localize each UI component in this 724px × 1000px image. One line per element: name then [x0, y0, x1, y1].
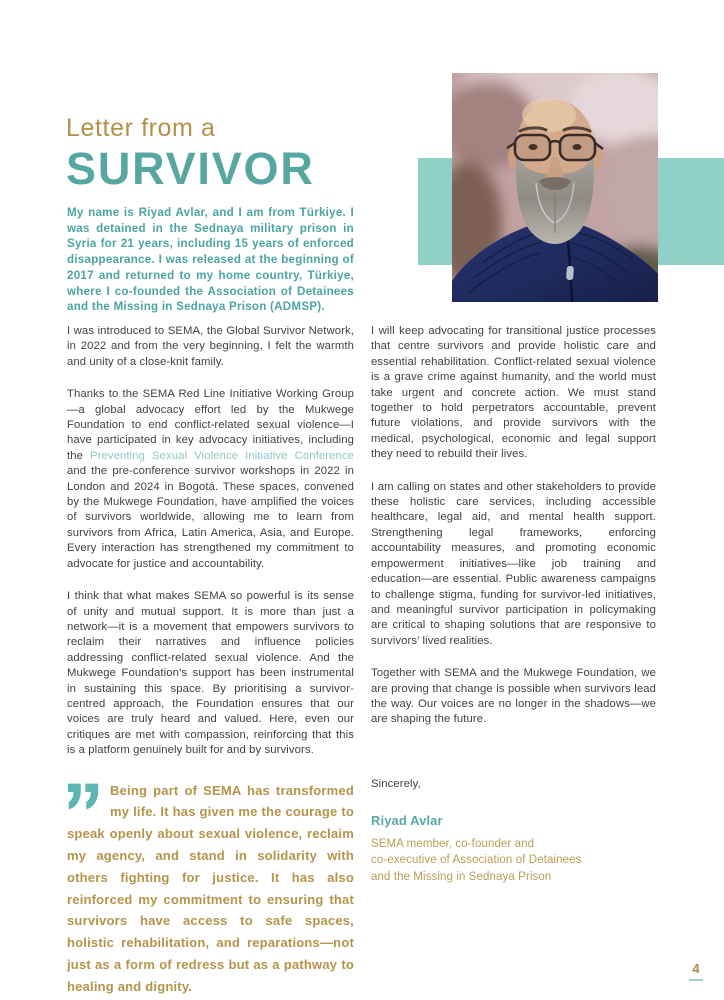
pull-quote-text: Being part of SEMA has transformed my life. It has given me the courage to speak openly about sexual violence, reclaim my agency, and stand in solidarity with others fighting for justice. It has also reinforced my commitment to ensuring that survivors have access to safe spaces, holistic rehabilitation, and reparations—not just as a form of redress but as a pathway to healing and dignity.	[67, 782, 354, 994]
body-paragraph: Together with SEMA and the Mukwege Foundation, we are proving that change is possible when survivors lead the way. Our voices are no longer in the shadows—we are shaping the future.	[371, 667, 656, 726]
signature-block	[371, 813, 656, 885]
page-number-value: 4	[692, 961, 700, 976]
body-paragraph: I think that what makes SEMA so powerful is its sense of unity and mutual support. It is more than just a network—it is a movement that empowers survivors to reclaim their narratives and influence policies addressing conflict-related sexual violence. And the Mukwege Foundation’s support has been instrumental in sustaining this space. By prioritising a survivor-centred approach, the Foundation ensures that our voices are truly heard and valued. Here, even our critiques are met with compassion, reinforcing that this is a platform genuinely built for and by survivors.	[67, 590, 354, 757]
intro-paragraph: My name is Riyad Avlar, and I am from Türkiye. I was detained in the Sednaya military prison in Syria for 21 years, including 15 years of enforced disappearance. I was released at the beginning of 2017 and returned to my home country, Türkiye, where I co-founded the Association of Detainees and the Missing in Sednaya Prison (ADMSP).	[67, 206, 354, 314]
page-header	[66, 114, 315, 194]
signature-role-line: SEMA member, co-founder and	[371, 837, 535, 850]
left-column	[67, 324, 354, 998]
paragraph-text: and the pre-conference survivor workshops in 2022 in London and 2024 in Bogotá. These spaces, convened by the Mukwege Foundation, have amplified the voices of survivors worldwide, allowing me to learn from survivors from Africa, Latin America, Asia, and Europe. Every interaction has strengthened my commitment to advocate for justice and accountability.	[67, 465, 354, 570]
title-eyebrow: Letter from a	[66, 114, 216, 142]
portrait-photo	[452, 73, 658, 302]
body-paragraph: I am calling on states and other stakeholders to provide these holistic care services, including accessible healthcare, legal aid, and mental health support. Strengthening legal frameworks, enforcing accountability measures, and promoting economic empowerment initiatives—like job training and education—are essential. Public awareness campaigns to challenge stigma, funding for survivor-led initiatives, and meaningful survivor participation in policymaking are critical to shaping solutions that are responsive to survivors’ lived realities.	[371, 480, 656, 647]
paragraph-text: Thanks to the SEMA Red Line Initiative Working Group—a global advocacy effort led by the Mukwege Foundation to end conflict-related sexual violence—I have participated in key advocacy initiatives, including the	[67, 388, 354, 462]
pull-quote	[67, 780, 354, 998]
psvi-conference-link[interactable]: Preventing Sexual Violence Initiative Conference	[90, 449, 354, 462]
closing-salutation: Sincerely,	[371, 777, 421, 790]
quotation-marks-icon	[67, 780, 103, 820]
body-paragraph	[67, 387, 354, 572]
signature-role-line: co-executive of Association of Detainees	[371, 854, 582, 867]
page-number	[687, 961, 705, 981]
body-paragraph: I will keep advocating for transitional justice processes that centre survivors and provide holistic care and essential rehabilitation. Conflict-related sexual violence is a grave crime against humanity, and the world must take urgent and concrete action. We must stand together to hold perpetrators accountable, prevent future violations, and provide survivors with the medical, psychological, economic and legal support they need to rebuild their lives.	[371, 325, 656, 461]
signature-name: Riyad Avlar	[371, 813, 443, 829]
signature-role-line: and the Missing in Sednaya Prison	[371, 870, 552, 883]
right-column	[371, 324, 656, 885]
portrait-illustration	[452, 73, 658, 302]
page-number-underline	[689, 979, 703, 981]
body-paragraph: I was introduced to SEMA, the Global Survivor Network, in 2022 and from the very beginning, I felt the warmth and unity of a close-knit family.	[67, 325, 354, 368]
page-title: SURVIVOR	[66, 143, 315, 194]
